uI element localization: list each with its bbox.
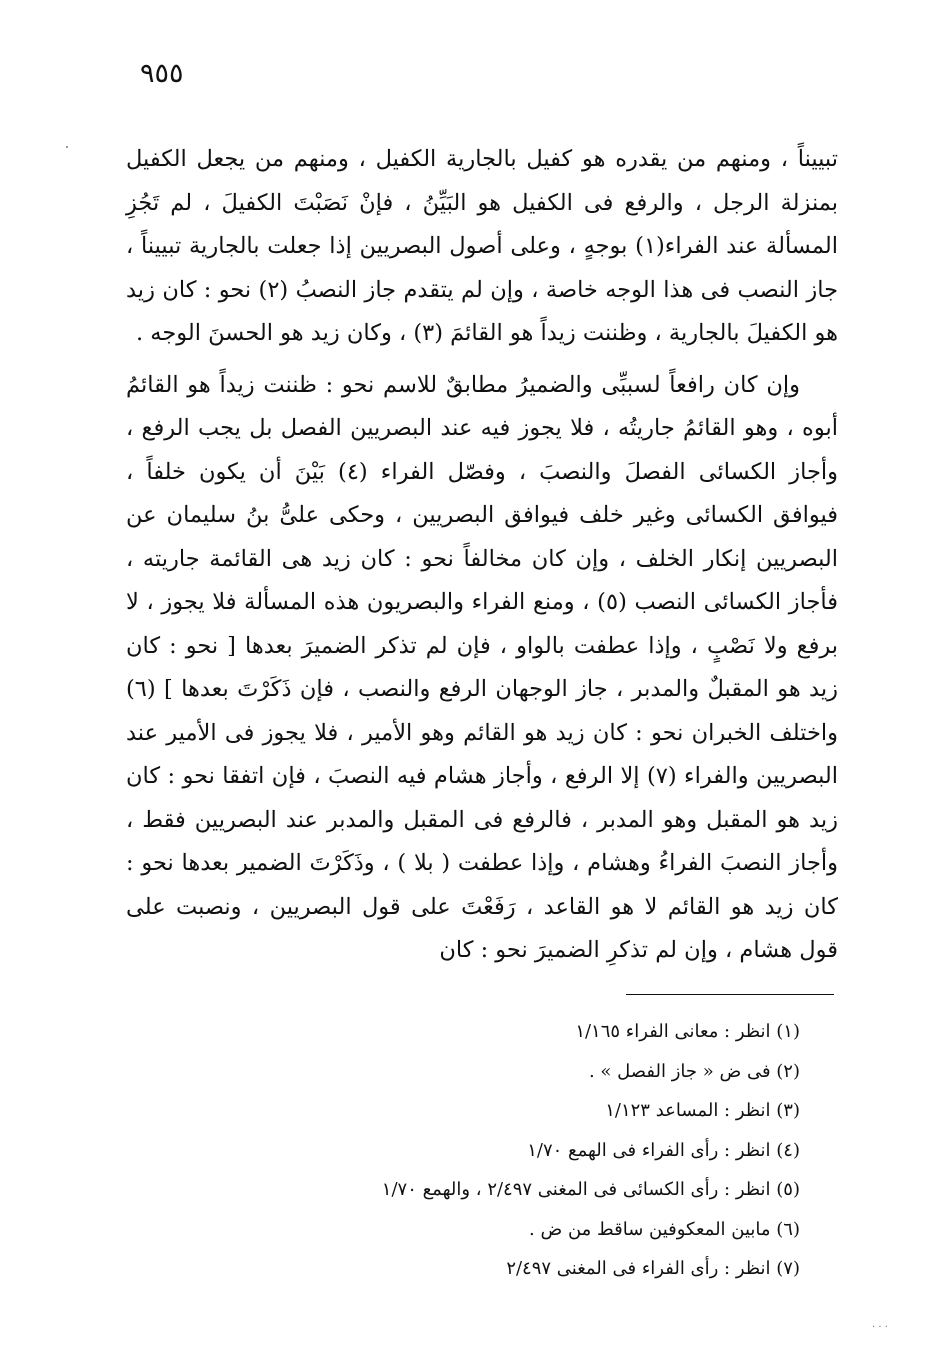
footnotes xyxy=(300,1012,800,1289)
paragraph-2: وإن كان رافعاً لسببِّى والضميرُ مطابقٌ للاسم نحو : ظننت زيداً هو القائمُ أبوه ، وهو القائمُ جاريتُه ، فلا يجوز فيه عند البصريين الفصل بل يجب الرفع ، وأجاز الكسائى الفصلَ والنصبَ ، وفصّل الفراء (٤) بَيْنَ أن يكون خلفاً ، فيوافق الكسائى وغير خلف فيوافق البصريين ، وحكى علىُّ بنُ سليمان عن البصريين إنكار الخلف ، وإن كان مخالفاً نحو : كان زيد هى القائمة جاريته ، فأجاز الكسائى النصب (٥) ، ومنع الفراء والبصريون هذه المسألة فلا يجوز ، لا برفع ولا نَصْبٍ ، وإذا عطفت بالواو ، فإن لم تذكر الضميرَ بعدها [ نحو : كان زيد هو المقبلٌ والمدبر ، جاز الوجهان الرفع والنصب ، فإن ذَكَرْتَ بعدها ] (٦) واختلف الخبران نحو : كان زيد هو القائم وهو الأمير ، فلا يجوز فى الأمير عند البصريين والفراء (٧) إلا الرفع ، وأجاز هشام فيه النصبَ ، فإن اتفقا نحو : كان زيد هو المقبل وهو المدبر ، فالرفع فى المقبل والمدبر عند البصريين فقط ، وأجاز النصبَ الفراءُ وهشام ، وإذا عطفت ( بلا ) ، وذَكَرْتَ الضمير بعدها نحو : كان زيد هو القائم لا هو القاعد ، رَفَعْتَ على قول البصريين ، ونصبت على قول هشام ، وإن لم تذكرِ الضميرَ نحو : كان xyxy=(126,371,839,963)
footnote-2: (٢) فى ض « جاز الفصل » . xyxy=(588,1060,800,1082)
corner-marks: · · · xyxy=(872,1322,888,1333)
footnote-5: (٥) انظر : رأى الكسائى فى المغنى ٢/٤٩٧ ، والهمع ١/٧٠ xyxy=(381,1179,800,1200)
page-number: ٩٥٥ xyxy=(140,58,184,89)
footnote-3: (٣) انظر : المساعد ١/١٢٣ xyxy=(605,1100,800,1121)
footnote-1: (١) انظر : معانى الفراء ١/١٦٥ xyxy=(575,1021,800,1042)
main-text xyxy=(126,138,838,973)
margin-speck xyxy=(66,146,68,148)
footnote-4: (٤) انظر : رأى الفراء فى الهمع ١/٧٠ xyxy=(527,1139,800,1161)
paragraph-1: تبييناً ، ومنهم من يقدره هو كفيل بالجارية الكفيل ، ومنهم من يجعل الكفيل بمنزلة الرجل ، والرفع فى الكفيل هو البَيِّنُ ، فإنْ نَصَبْتَ الكفيلَ ، لم تَجُزِ المسألة عند الفراء(١) بوجهٍ ، وعلى أصول البصريين إذا جعلت بالجارية تبييناً ، جاز النصب فى هذا الوجه خاصة ، وإن لم يتقدم جاز النصبُ (٢) نحو : كان زيد هو الكفيلَ بالجارية ، وظننت زيداً هو القائمَ (٣) ، وكان زيد هو الحسنَ الوجه . xyxy=(126,146,839,346)
footnote-divider xyxy=(626,994,834,995)
footnote-7: (٧) انظر : رأى الفراء فى المغنى ٢/٤٩٧ xyxy=(506,1258,800,1279)
footnote-6: (٦) مابين المعكوفين ساقط من ض . xyxy=(529,1218,800,1240)
